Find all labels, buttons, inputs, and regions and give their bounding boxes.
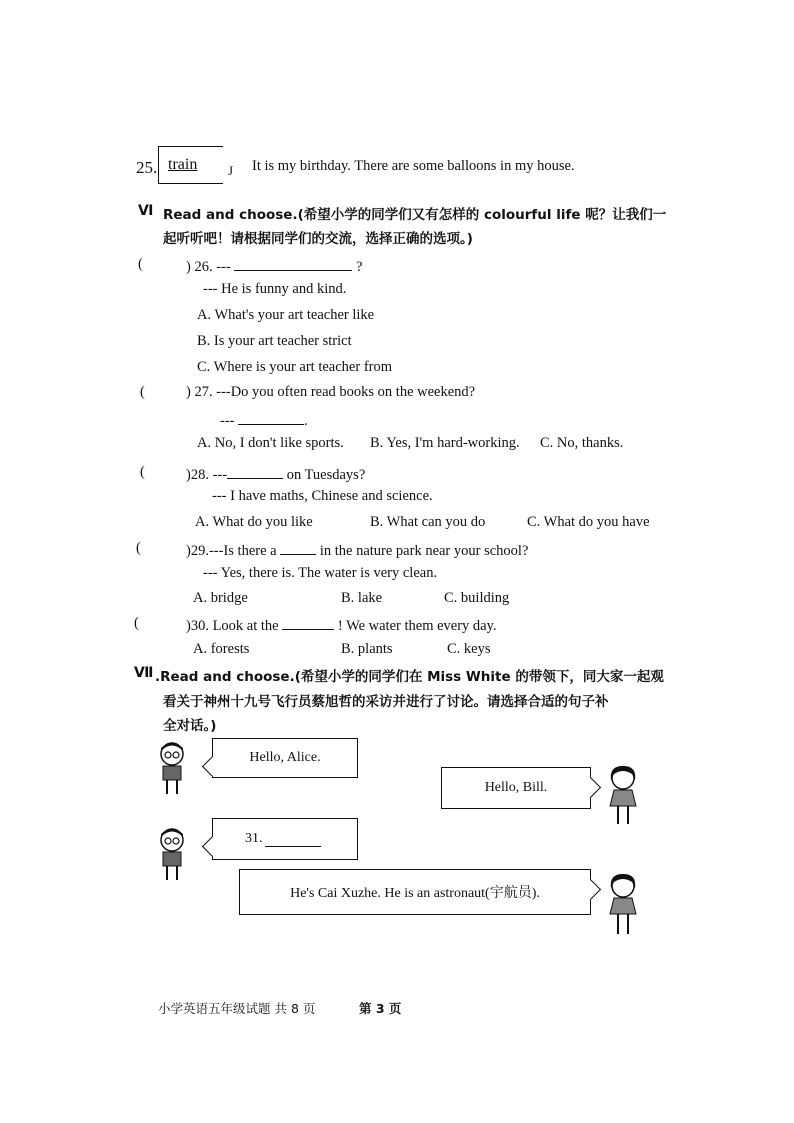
q26-option-b[interactable]: B. Is your art teacher strict [197, 333, 352, 349]
footer-paper-info: 小学英语五年级试题 共 8 页 [158, 1001, 316, 1016]
speech-bubble-alice-1 [441, 767, 591, 809]
q25-box-word: train [168, 156, 198, 173]
q29-option-b[interactable]: B. lake [341, 590, 383, 606]
bubble-text: 31. [245, 831, 263, 846]
q27-option-b[interactable]: B. Yes, I'm hard-working. [370, 435, 520, 451]
section7-instruction-line2: 看关于神州十九号飞行员蔡旭哲的采访并进行了讨论。请选择合适的句子补 [163, 694, 609, 710]
girl-figure-icon [603, 764, 643, 828]
q26-answer: --- He is funny and kind. [203, 281, 347, 297]
q27-answer [220, 410, 308, 430]
q30-option-b[interactable]: B. plants [341, 641, 393, 657]
speech-bubble-alice-2 [239, 869, 591, 915]
bubble-text: Hello, Bill. [484, 780, 548, 795]
q29-suffix: in the nature park near your school? [319, 543, 529, 559]
bubble-text: He's Cai Xuzhe. He is an astronaut(宇航员). [290, 886, 540, 901]
q30-open-paren: ( [134, 615, 139, 631]
q27-open-paren: ( [140, 384, 145, 400]
section6-numeral: Ⅵ [138, 203, 154, 219]
q26-blank[interactable] [234, 256, 352, 271]
q28-prefix: )28. --- [186, 467, 228, 483]
q26-stem [186, 256, 362, 276]
q29-open-paren: ( [136, 540, 141, 556]
section6-instruction-line2: 起听听吧！请根据同学们的交流，选择正确的选项。) [163, 231, 473, 247]
q25-number: 25. [136, 158, 158, 177]
q26-open-paren: ( [138, 256, 143, 272]
q28-answer: --- I have maths, Chinese and science. [212, 488, 433, 504]
q25-mark: J [228, 163, 234, 178]
q28-option-a[interactable]: A. What do you like [195, 514, 313, 530]
q26-prefix: ) 26. --- [186, 259, 231, 275]
q30-prefix: )30. Look at the [186, 618, 279, 634]
q30-option-c[interactable]: C. keys [447, 641, 491, 657]
q28-stem [186, 464, 365, 484]
q29-blank[interactable] [280, 540, 316, 555]
section6-instruction-line1: Read and choose.(希望小学的同学们又有怎样的 colourful life 呢？让我们一 [163, 207, 667, 223]
q28-open-paren: ( [140, 464, 145, 480]
q26-option-a[interactable]: A. What's your art teacher like [197, 307, 375, 323]
q27-answer-prefix: --- [220, 413, 235, 429]
footer-page-number: 第 3 页 [359, 1001, 402, 1016]
speech-bubble-bill-1 [212, 738, 358, 778]
q30-stem [186, 615, 497, 635]
boy-figure-icon [152, 826, 192, 882]
q28-option-b[interactable]: B. What can you do [370, 514, 486, 530]
q30-blank[interactable] [282, 615, 334, 630]
q29-stem [186, 540, 528, 560]
section7-instruction-line1: .Read and choose.(希望小学的同学们在 Miss White 的带领下，同大家一起观 [155, 669, 664, 685]
girl-figure-icon [603, 872, 643, 938]
section7-instruction-line3: 全对话。) [163, 718, 217, 734]
q30-option-a[interactable]: A. forests [193, 641, 250, 657]
q27-option-a[interactable]: A. No, I don't like sports. [197, 435, 344, 451]
q29-option-c[interactable]: C. building [444, 590, 510, 606]
boy-figure-icon [152, 740, 192, 796]
q31-blank[interactable] [265, 832, 321, 847]
q28-suffix: on Tuesdays? [286, 467, 366, 483]
q27-blank[interactable] [238, 410, 304, 425]
bubble-text: Hello, Alice. [249, 750, 321, 765]
q29-answer: --- Yes, there is. The water is very clean. [203, 565, 438, 581]
q26-option-c[interactable]: C. Where is your art teacher from [197, 359, 392, 375]
q27-option-c[interactable]: C. No, thanks. [540, 435, 624, 451]
q27-answer-suffix: . [304, 413, 308, 429]
q27-stem: ) 27. ---Do you often read books on the weekend? [186, 384, 476, 400]
q29-prefix: )29.---Is there a [186, 543, 277, 559]
q30-suffix: ! We water them every day. [337, 618, 497, 634]
q26-qmark: ? [355, 259, 363, 275]
speech-bubble-bill-2 [212, 818, 358, 860]
section7-numeral: Ⅶ [134, 665, 154, 681]
q25-sentence: It is my birthday. There are some balloons in my house. [252, 158, 575, 174]
q28-option-c[interactable]: C. What do you have [527, 514, 650, 530]
q29-option-a[interactable]: A. bridge [193, 590, 248, 606]
q28-blank[interactable] [227, 464, 283, 479]
